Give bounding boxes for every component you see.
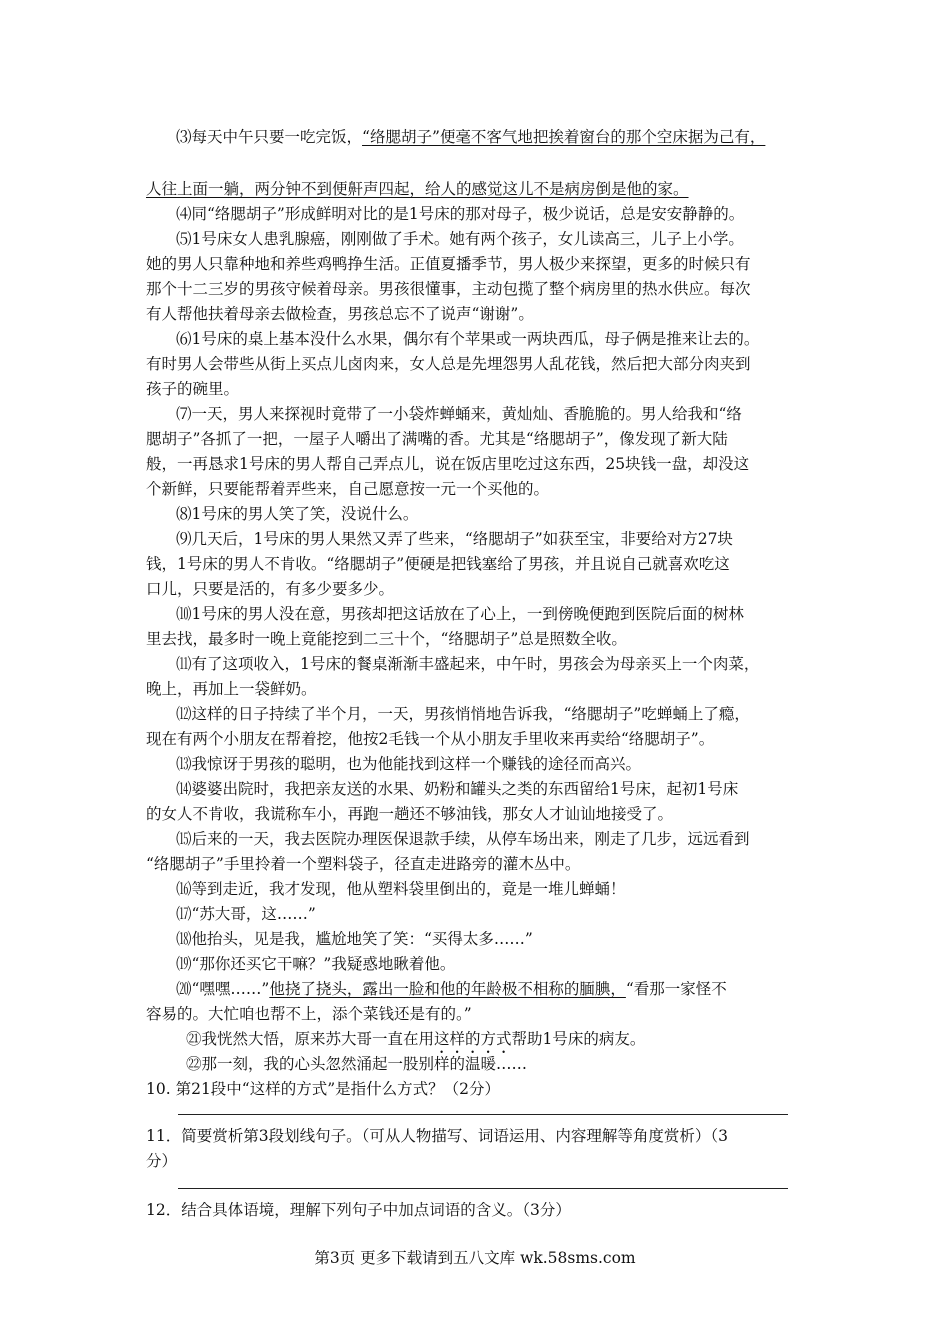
paragraph-13: ⒀我惊讶于男孩的聪明，也为他能找到这样一个赚钱的途径而高兴。	[176, 755, 642, 773]
paragraph-4: ⑷同“络腮胡子”形成鲜明对比的是1号床的那对母子，极少说话，总是安安静静的。	[176, 205, 745, 223]
paragraph-10-line: 里去找，最多时一晚上竟能挖到二三十个，“络腮胡子”总是照数全收。	[146, 630, 627, 648]
dotted-phrase: 这样的方式	[434, 1030, 512, 1048]
paragraph-20-cont: 容易的。大忙咱也帮不上，添个菜钱还是有的。”	[146, 1005, 472, 1023]
question-10: 10. 第21段中“这样的方式”是指什么方式？（2分）	[146, 1080, 501, 1098]
answer-line-10[interactable]	[178, 1114, 788, 1115]
paragraph-19: ⒆“那你还买它干嘛？”我疑惑地瞅着他。	[176, 955, 456, 973]
paragraph-14-line: 的女人不肯收，我谎称车小，再跑一趟还不够油钱，那女人才讪讪地接受了。	[146, 805, 674, 823]
paragraph-7-line: 般，一再恳求1号床的男人帮自己弄点儿，说在饭店里吃过这东西，25块钱一盘，却没这	[146, 455, 750, 473]
paragraph-9-line: 口儿，只要是活的，有多少要多少。	[146, 580, 395, 598]
page-footer: 第3页 更多下载请到五八文库 wk.58sms.com	[314, 1249, 636, 1267]
paragraph-5-line: 那个十二三岁的男孩守候着母亲。男孩很懂事，主动包揽了整个病房里的热水供应。每次	[146, 280, 751, 298]
paragraph-7-line: 个新鲜，只要能帮着弄些来，自己愿意按一元一个买他的。	[146, 480, 550, 498]
paragraph-14-line: ⒁婆婆出院时，我把亲友送的水果、奶粉和罐头之类的东西留给1号床，起初1号床	[176, 780, 739, 798]
paragraph-15-line: “络腮胡子”手里拎着一个塑料袋子，径直走进路旁的灌木丛中。	[146, 855, 581, 873]
underlined-sentence-20: 他挠了挠头，露出一脸和他的年龄极不相称的腼腆，	[269, 980, 626, 998]
paragraph-11-line: 晚上，再加上一袋鲜奶。	[146, 680, 317, 698]
paragraph-3: ⑶每天中午只要一吃完饭，“络腮胡子”便毫不客气地把挨着窗台的那个空床据为己有，	[176, 128, 766, 146]
answer-line-11[interactable]	[178, 1188, 788, 1189]
paragraph-5-line: 她的男人只靠种地和养些鸡鸭挣生活。正值夏播季节，男人极少来探望，更多的时候只有	[146, 255, 751, 273]
paragraph-7-line: ⑺一天，男人来探视时竟带了一小袋炸蝉蛹来，黄灿灿、香脆脆的。男人给我和“络	[176, 405, 742, 423]
underlined-sentence-cont: 人往上面一躺，两分钟不到便鼾声四起，给人的感觉这儿不是病房倒是他的家。	[146, 180, 689, 198]
paragraph-9-line: ⑼几天后，1号床的男人果然又弄了些来，“络腮胡子”如获至宝，非要给对方27块	[176, 530, 733, 548]
paragraph-21: ㉑我恍然大悟，原来苏大哥一直在用这样的方式帮助1号床的病友。	[186, 1030, 646, 1048]
paragraph-16: ⒃等到走近，我才发现，他从塑料袋里倒出的，竟是一堆儿蝉蛹！	[176, 880, 626, 898]
paragraph-7-line: 腮胡子”各抓了一把，一屋子人嚼出了满嘴的香。尤其是“络腮胡子”，像发现了新大陆	[146, 430, 728, 448]
paragraph-6-line: 有时男人会带些从街上买点儿卤肉来，女人总是先埋怨男人乱花钱，然后把大部分肉夹到	[146, 355, 751, 373]
paragraph-9-line: 钱，1号床的男人不肯收。“络腮胡子”便硬是把钱塞给了男孩，并且说自己就喜欢吃这	[146, 555, 730, 573]
paragraph-15-line: ⒂后来的一天，我去医院办理医保退款手续，从停车场出来，刚走了几步，远远看到	[176, 830, 750, 848]
underlined-sentence: “络腮胡子”便毫不客气地把挨着窗台的那个空床据为己有，	[362, 128, 766, 146]
paragraph-11-line: ⑾有了这项收入，1号床的餐桌渐渐丰盛起来，中午时，男孩会为母亲买上一个肉菜，	[176, 655, 760, 673]
question-11: 11．简要赏析第3段划线句子。（可从人物描写、词语运用、内容理解等角度赏析）（3	[146, 1127, 728, 1145]
paragraph-5-line: 有人帮他扶着母亲去做检查，男孩总忘不了说声“谢谢”。	[146, 305, 534, 323]
question-12: 12．结合具体语境，理解下列句子中加点词语的含义。（3分）	[146, 1201, 571, 1219]
paragraph-17: ⒄“苏大哥，这……”	[176, 905, 316, 923]
paragraph-6-line: 孩子的碗里。	[146, 380, 240, 398]
paragraph-12-line: 现在有两个小朋友在帮着挖，他按2毛钱一个从小朋友手里收来再卖给“络腮胡子”。	[146, 730, 715, 748]
paragraph-8: ⑻1号床的男人笑了笑，没说什么。	[176, 505, 419, 523]
paragraph-5-line: ⑸1号床女人患乳腺癌，刚刚做了手术。她有两个孩子，女儿读高三，儿子上小学。	[176, 230, 744, 248]
paragraph-10-line: ⑽1号床的男人没在意，男孩却把这话放在了心上，一到傍晚便跑到医院后面的树林	[176, 605, 744, 623]
paragraph-20: ⒇“嘿嘿……”他挠了挠头，露出一脸和他的年龄极不相称的腼腆，“看那一家怪不	[176, 980, 727, 998]
question-11-cont: 分）	[146, 1152, 178, 1170]
paragraph-12-line: ⑿这样的日子持续了半个月，一天，男孩悄悄地告诉我，“络腮胡子”吃蝉蛹上了瘾，	[176, 705, 750, 723]
paragraph-6-line: ⑹1号床的桌上基本没什么水果，偶尔有个苹果或一两块西瓜，母子俩是推来让去的。	[176, 330, 760, 348]
paragraph-22: ㉒那一刻，我的心头忽然涌起一股别样的温暖……	[186, 1055, 528, 1073]
paragraph-18: ⒅他抬头，见是我，尴尬地笑了笑：“买得太多……”	[176, 930, 533, 948]
